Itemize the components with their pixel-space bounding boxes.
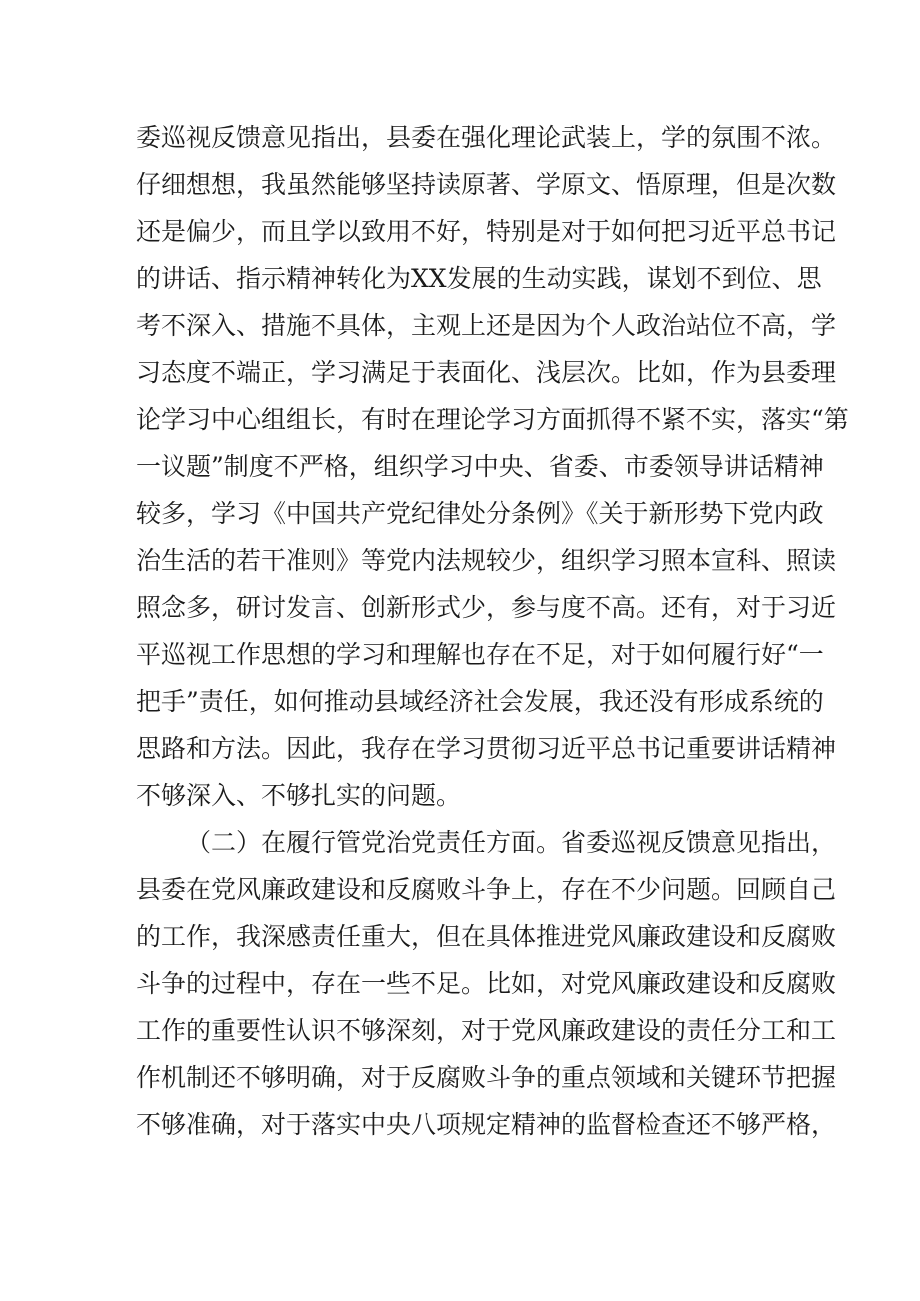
paragraph-1-line-9: 较多，学习《中国共产党纪律处分条例》《关于新形势下党内政 (136, 499, 824, 528)
paragraph-2-line-3: 的工作，我深感责任重大，但在具体推进党风廉政建设和反腐败 (136, 922, 837, 951)
paragraph-1-line-13: 把手”责任，如何推动县域经济社会发展，我还没有形成系统的 (136, 687, 824, 716)
paragraph-1-line-1: 委巡视反馈意见指出，县委在强化理论武装上，学的氛围不浓。 (136, 123, 837, 152)
paragraph-2-line-4: 斗争的过程中，存在一些不足。比如，对党风廉政建设和反腐败 (136, 969, 837, 998)
paragraph-1-line-4: 的讲话、指示精神转化为XX发展的生动实践，谋划不到位、思 (136, 264, 822, 293)
paragraph-1-line-5: 考不深入、措施不具体，主观上还是因为个人政治站位不高，学 (136, 311, 837, 340)
paragraph-2-line-1: （二）在履行管党治党责任方面。省委巡视反馈意见指出， (186, 828, 837, 857)
paragraph-1-line-2: 仔细想想，我虽然能够坚持读原著、学原文、悟原理，但是次数 (136, 170, 837, 199)
paragraph-1-line-15: 不够深入、不够扎实的问题。 (136, 781, 462, 810)
paragraph-2-line-7: 不够准确，对于落实中央八项规定精神的监督检查还不够严格， (136, 1110, 837, 1139)
paragraph-1-line-14: 思路和方法。因此，我存在学习贯彻习近平总书记重要讲话精神 (136, 734, 837, 763)
paragraph-1-line-6: 习态度不端正，学习满足于表面化、浅层次。比如，作为县委理 (136, 358, 837, 387)
paragraph-1-line-3: 还是偏少，而且学以致用不好，特别是对于如何把习近平总书记 (136, 217, 837, 246)
paragraph-1-line-7: 论学习中心组组长，有时在理论学习方面抓得不紧不实，落实“第 (136, 405, 849, 434)
paragraph-1-line-8: 一议题”制度不严格，组织学习中央、省委、市委领导讲话精神 (136, 452, 824, 481)
paragraph-2-line-6: 作机制还不够明确，对于反腐败斗争的重点领域和关键环节把握 (136, 1063, 837, 1092)
paragraph-2-line-2: 县委在党风廉政建设和反腐败斗争上，存在不少问题。回顾自己 (136, 875, 837, 904)
paragraph-1-line-12: 平巡视工作思想的学习和理解也存在不足，对于如何履行好“一 (136, 640, 824, 669)
paragraph-1-line-10: 治生活的若干准则》等党内法规较少，组织学习照本宣科、照读 (136, 546, 837, 575)
paragraph-1-line-11: 照念多，研讨发言、创新形式少，参与度不高。还有，对于习近 (136, 593, 837, 622)
paragraph-2-line-5: 工作的重要性认识不够深刻，对于党风廉政建设的责任分工和工 (136, 1016, 837, 1045)
